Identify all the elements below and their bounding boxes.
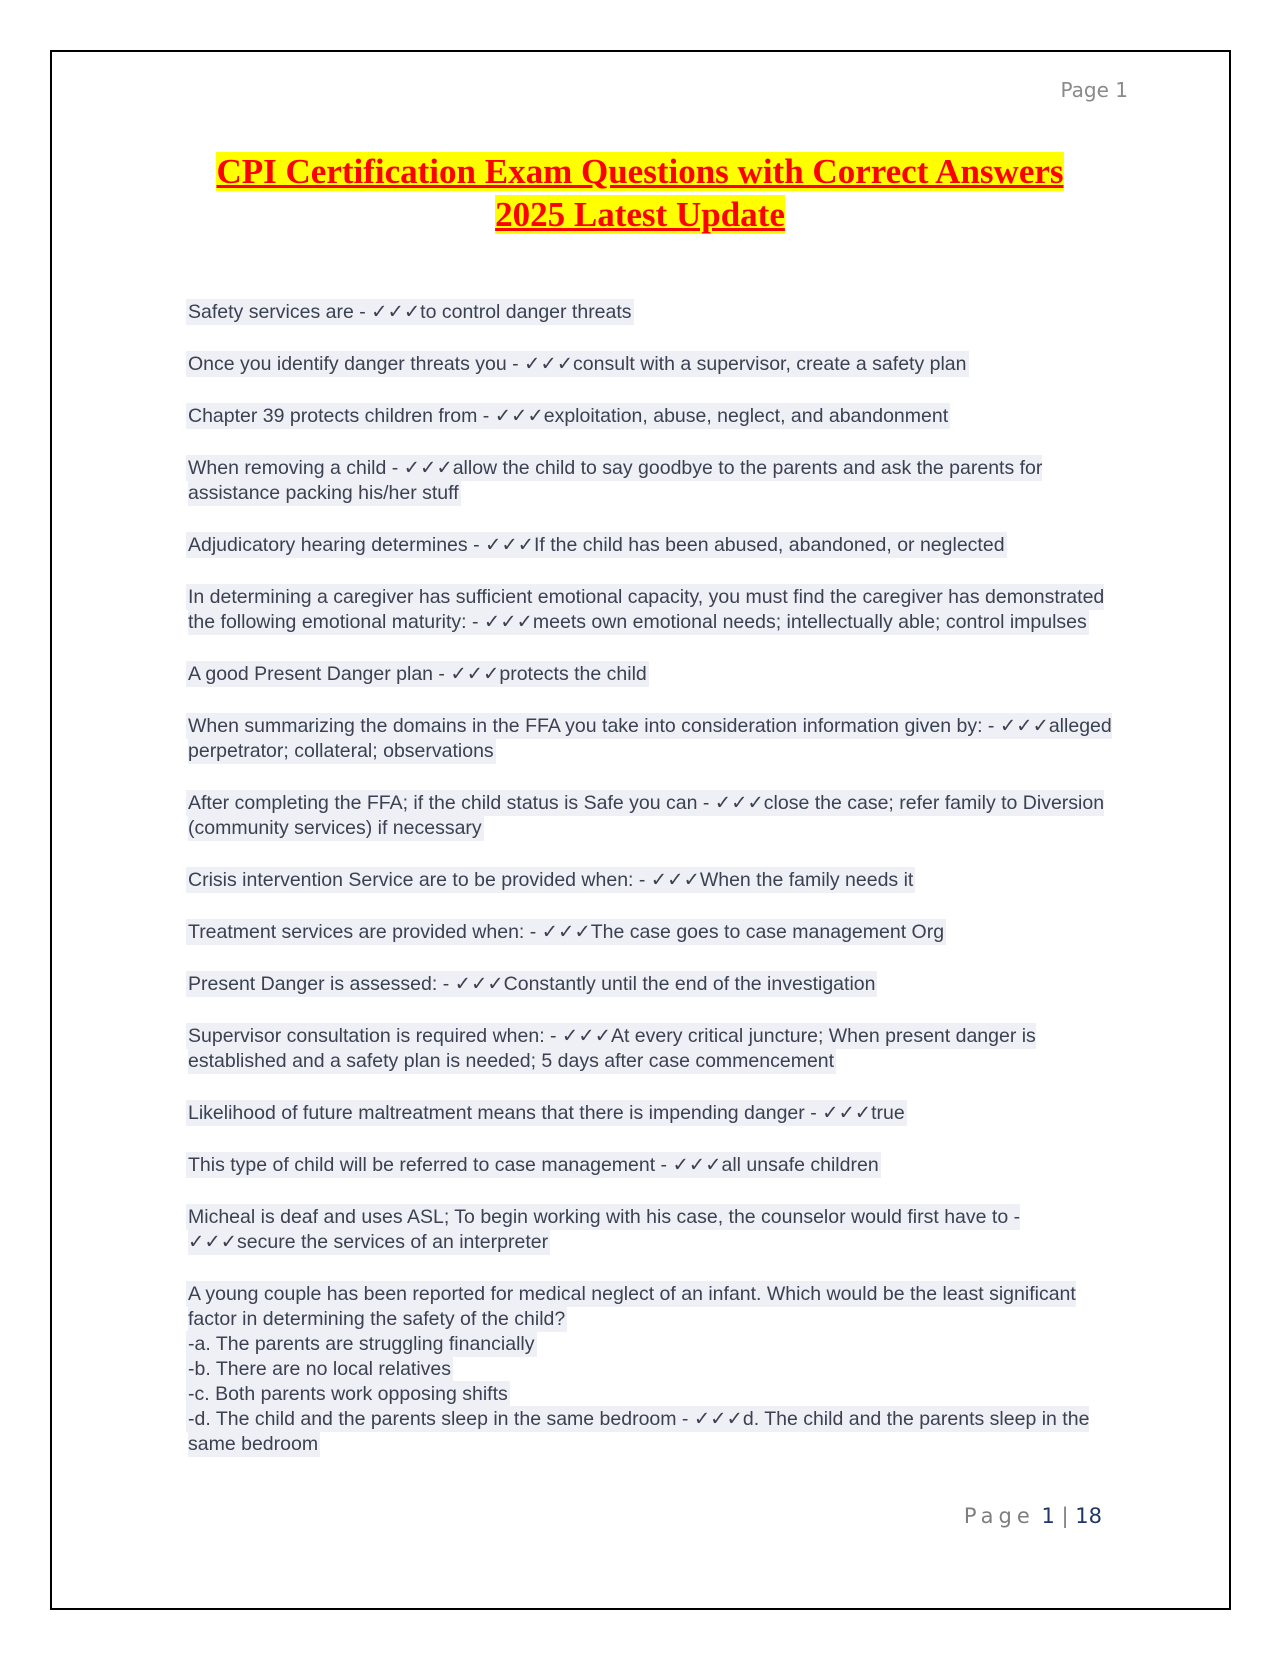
title-line-1: CPI Certification Exam Questions with Correct Answers xyxy=(216,152,1064,191)
qa-item: Likelihood of future maltreatment means that there is impending danger - ✓✓✓true xyxy=(188,1102,905,1124)
qa-item: A good Present Danger plan - ✓✓✓protects the child xyxy=(188,663,647,685)
footer-separator: | xyxy=(1061,1504,1069,1528)
mc-option-c: -c. Both parents work opposing shifts xyxy=(188,1383,508,1405)
qa-list xyxy=(188,300,1128,1484)
qa-item: When removing a child - ✓✓✓allow the child to say goodbye to the parents and ask the parents for assistance packing his/her stuff xyxy=(188,457,1043,504)
document-title xyxy=(120,150,1160,236)
qa-multiple-choice xyxy=(188,1282,1128,1457)
qa-item: Chapter 39 protects children from - ✓✓✓exploitation, abuse, neglect, and abandonment xyxy=(188,405,949,427)
mc-option-d-answer: -d. The child and the parents sleep in the same bedroom - ✓✓✓d. The child and the parents sleep in the same bedroom xyxy=(188,1408,1090,1455)
qa-item: Micheal is deaf and uses ASL; To begin working with his case, the counselor would first have to - ✓✓✓secure the services of an interpreter xyxy=(188,1206,1021,1253)
footer-page-number xyxy=(964,1504,1102,1528)
title-line-2: 2025 Latest Update xyxy=(495,195,785,234)
qa-item: Once you identify danger threats you - ✓✓✓consult with a supervisor, create a safety plan xyxy=(188,353,967,375)
qa-item: In determining a caregiver has sufficient emotional capacity, you must find the caregiver has demonstrated the following emotional maturity: - ✓✓✓meets own emotional needs; intellectually able; control impulses xyxy=(188,586,1105,633)
mc-question: A young couple has been reported for medical neglect of an infant. Which would be the least significant factor in determining the safety of the child? xyxy=(188,1283,1076,1330)
qa-item: Safety services are - ✓✓✓to control danger threats xyxy=(188,301,632,323)
qa-item: Supervisor consultation is required when: - ✓✓✓At every critical juncture; When present danger is established and a safety plan is needed; 5 days after case commencement xyxy=(188,1025,1036,1072)
header-page-number: Page 1 xyxy=(1060,78,1128,102)
footer-total: 18 xyxy=(1075,1504,1102,1528)
mc-option-b: -b. There are no local relatives xyxy=(188,1358,452,1380)
qa-item: After completing the FFA; if the child status is Safe you can - ✓✓✓close the case; refer family to Diversion (community services) if necessary xyxy=(188,792,1105,839)
footer-label: Page xyxy=(963,1504,1035,1528)
qa-item: Adjudicatory hearing determines - ✓✓✓If the child has been abused, abandoned, or neglected xyxy=(188,534,1005,556)
mc-option-a: -a. The parents are struggling financially xyxy=(188,1333,535,1355)
qa-item: Present Danger is assessed: - ✓✓✓Constantly until the end of the investigation xyxy=(188,973,876,995)
qa-item: Crisis intervention Service are to be provided when: - ✓✓✓When the family needs it xyxy=(188,869,914,891)
footer-current: 1 xyxy=(1041,1504,1055,1528)
qa-item: This type of child will be referred to case management - ✓✓✓all unsafe children xyxy=(188,1154,879,1176)
qa-item: Treatment services are provided when: - ✓✓✓The case goes to case management Org xyxy=(188,921,945,943)
qa-item: When summarizing the domains in the FFA you take into consideration information given by: - ✓✓✓alleged perpetrator; collateral; observations xyxy=(188,715,1112,762)
